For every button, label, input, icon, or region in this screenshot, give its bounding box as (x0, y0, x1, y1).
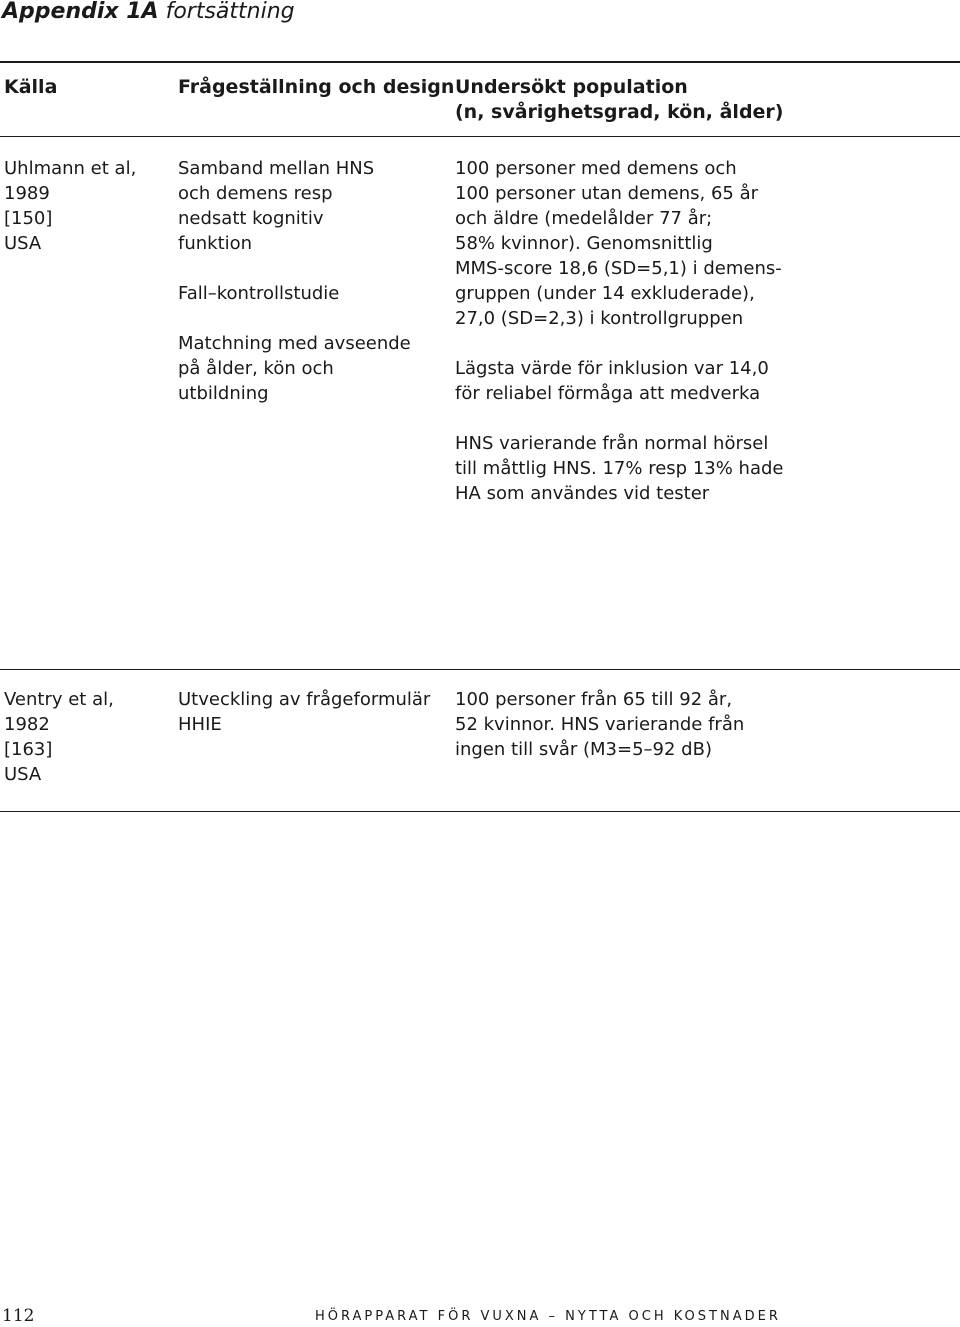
population-line: 27,0 (SD=2,3) i kontrollgruppen (455, 308, 744, 329)
population-line: HA som användes vid tester (455, 483, 710, 504)
header-population-line2: (n, svårighetsgrad, kön, ålder) (455, 101, 784, 123)
question-paragraph (178, 281, 411, 306)
population-paragraph (455, 431, 783, 506)
question-paragraph (178, 687, 430, 737)
appendix-label: Appendix 1A (2, 0, 159, 24)
question-line: nedsatt kognitiv (178, 208, 324, 229)
source-line: USA (4, 764, 42, 785)
row1-source (4, 156, 136, 256)
question-line: Utveckling av frågeformulär (178, 689, 431, 710)
page-number: 112 (2, 1306, 35, 1326)
source-line: 1989 (4, 183, 50, 204)
population-paragraph (455, 687, 744, 762)
top-rule (0, 61, 960, 63)
source-line: USA (4, 233, 42, 254)
question-line: Matchning med avseende (178, 333, 411, 354)
source-line: [163] (4, 739, 53, 760)
question-line: HHIE (178, 714, 222, 735)
population-line: 58% kvinnor). Genomsnittlig (455, 233, 713, 254)
population-line: 100 personer med demens och (455, 158, 737, 179)
row2-question (178, 687, 430, 737)
header-population (455, 75, 783, 125)
question-line: och demens resp (178, 183, 333, 204)
population-line: till måttlig HNS. 17% resp 13% hade (455, 458, 784, 479)
population-paragraph (455, 356, 783, 406)
row-divider (0, 669, 960, 670)
appendix-suffix: fortsättning (165, 0, 295, 24)
question-line: på ålder, kön och (178, 358, 334, 379)
population-line: HNS varierande från normal hörsel (455, 433, 769, 454)
row-divider (0, 811, 960, 812)
question-line: Fall–kontrollstudie (178, 283, 340, 304)
row2-source (4, 687, 114, 787)
appendix-title (2, 0, 295, 26)
population-line: 52 kvinnor. HNS varierande från (455, 714, 745, 735)
header-population-line1: Undersökt population (455, 76, 688, 98)
question-line: funktion (178, 233, 253, 254)
running-title: HÖRAPPARAT FÖR VUXNA – NYTTA OCH KOSTNADER (315, 1309, 781, 1324)
source-line: [150] (4, 208, 53, 229)
question-paragraph (178, 156, 411, 256)
row2-population (455, 687, 744, 762)
question-line: utbildning (178, 383, 269, 404)
row1-question (178, 156, 411, 406)
population-line: ingen till svår (M3=5–92 dB) (455, 739, 712, 760)
population-line: MMS-score 18,6 (SD=5,1) i demens- (455, 258, 782, 279)
question-line: Samband mellan HNS (178, 158, 375, 179)
population-line: Lägsta värde för inklusion var 14,0 (455, 358, 769, 379)
source-line: Uhlmann et al, (4, 158, 137, 179)
population-paragraph (455, 156, 783, 331)
question-paragraph (178, 331, 411, 406)
population-line: 100 personer utan demens, 65 år (455, 183, 758, 204)
population-line: för reliabel förmåga att medverka (455, 383, 761, 404)
source-line: Ventry et al, (4, 689, 114, 710)
header-rule (0, 136, 960, 137)
population-line: och äldre (medelålder 77 år; (455, 208, 713, 229)
row1-population (455, 156, 783, 506)
source-line: 1982 (4, 714, 50, 735)
header-source: Källa (4, 76, 58, 98)
header-question: Frågeställning och design (178, 76, 455, 98)
population-line: gruppen (under 14 exkluderade), (455, 283, 755, 304)
population-line: 100 personer från 65 till 92 år, (455, 689, 733, 710)
